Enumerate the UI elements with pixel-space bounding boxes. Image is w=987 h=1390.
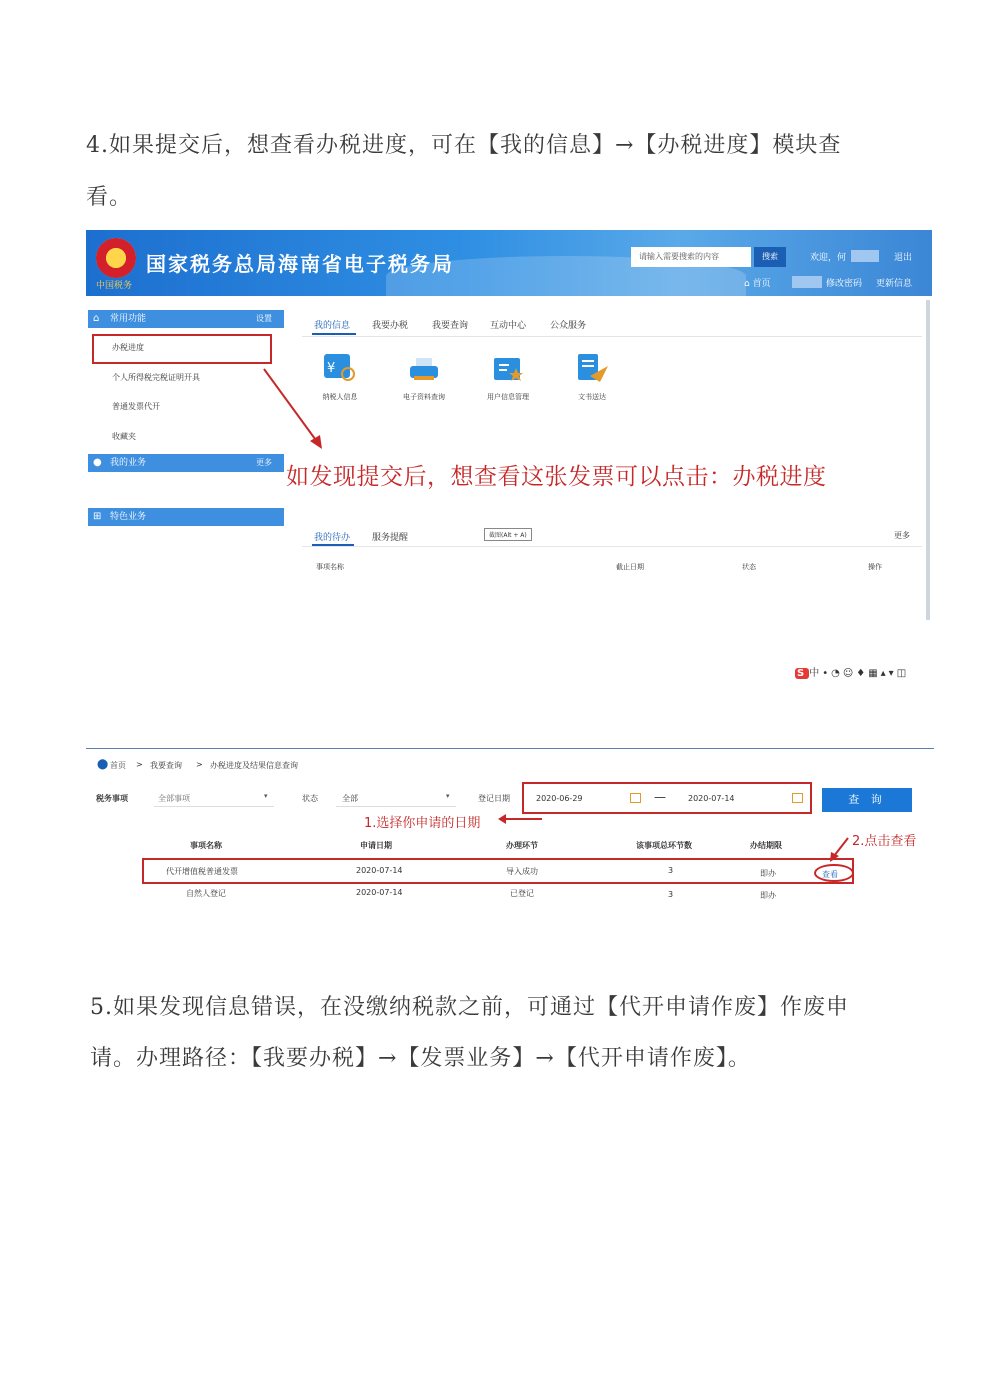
- tile-document-delivery[interactable]: 文书送达: [578, 393, 606, 401]
- row1-name: 代开增值税普通发票: [166, 867, 238, 876]
- note-select-date: 1.选择你申请的日期: [364, 816, 481, 831]
- row1-deadline: 即办: [760, 869, 776, 878]
- paragraph-4-line-2: 看。: [86, 185, 133, 210]
- paragraph-5-line-1: 5.如果发现信息错误，在没缴纳税款之前，可通过【代开申请作废】作废申: [90, 995, 849, 1020]
- update-info-link[interactable]: 更新信息: [876, 279, 913, 289]
- change-password-link[interactable]: 修改密码: [826, 279, 863, 289]
- selected-row-highlight: [142, 858, 854, 884]
- ime-mode[interactable]: 中: [809, 668, 823, 679]
- sidebar-special-business[interactable]: [88, 508, 284, 526]
- sidebar-item-invoice[interactable]: 普通发票代开: [112, 402, 160, 411]
- calendar-icon[interactable]: [792, 793, 803, 803]
- tab-do-tax[interactable]: 我要办税: [372, 321, 409, 331]
- row2-total: 3: [668, 890, 674, 899]
- calendar-icon[interactable]: [630, 793, 641, 803]
- date-from-input[interactable]: 2020-06-29: [536, 794, 583, 803]
- tab-divider: [302, 336, 922, 337]
- redacted-user: [792, 276, 822, 288]
- sidebar-head-label: 特色业务: [110, 512, 147, 522]
- breadcrumb-query[interactable]: 我要查询: [150, 761, 182, 770]
- row1-total: 3: [668, 866, 674, 875]
- paragraph-4-line-1: 4.如果提交后，想查看办税进度，可在【我的信息】→【办税进度】模块查: [86, 133, 842, 158]
- site-banner: [86, 230, 932, 296]
- home-link-label: 首页: [752, 279, 771, 289]
- row2-name: 自然人登记: [186, 889, 226, 898]
- col-item-name: 事项名称: [190, 841, 222, 850]
- sogou-logo-icon: S: [797, 668, 808, 679]
- progress-query-screenshot: [86, 748, 936, 908]
- tile-e-document-query[interactable]: 电子资料查询: [403, 393, 445, 401]
- tab-my-info[interactable]: 我的信息: [314, 321, 351, 331]
- sidebar-item-favorites[interactable]: 收藏夹: [112, 432, 136, 441]
- todo-col-name: 事项名称: [316, 563, 344, 571]
- select-underline: [336, 806, 456, 807]
- location-pin-icon: ⬤: [97, 759, 109, 770]
- sidebar-item-tax-progress[interactable]: 办税进度: [112, 343, 144, 352]
- emblem-caption: 中国税务: [96, 281, 133, 291]
- logout-link[interactable]: 退出: [894, 253, 913, 263]
- taxpayer-info-icon[interactable]: [322, 352, 358, 384]
- todo-divider: [302, 546, 922, 547]
- tab-underline: [312, 333, 356, 335]
- todo-col-deadline: 截止日期: [616, 563, 644, 571]
- sidebar-common-functions[interactable]: [88, 310, 284, 328]
- redacted-name: [851, 250, 879, 262]
- ime-tools-icon[interactable]: •◔☺♦▦▴▾◫: [822, 668, 910, 679]
- col-deadline: 办结期限: [750, 841, 782, 850]
- sidebar-head-label: 常用功能: [110, 314, 147, 324]
- scrollbar[interactable]: [926, 300, 930, 620]
- tab-interaction[interactable]: 互动中心: [490, 321, 527, 331]
- query-button[interactable]: 查 询: [822, 788, 912, 812]
- annotation-text: 如发现提交后，想查看这张发票可以点击：办税进度: [286, 464, 827, 490]
- row1-date: 2020-07-14: [356, 866, 403, 875]
- row1-step: 导入成功: [506, 867, 538, 876]
- row2-deadline: 即办: [760, 891, 776, 900]
- top-border: [86, 748, 934, 749]
- note-click-view: 2.点击查看: [852, 834, 917, 849]
- todo-col-action: 操作: [868, 563, 882, 571]
- svg-text:¥: ¥: [327, 361, 336, 376]
- chevron-down-icon[interactable]: ▾: [446, 792, 450, 800]
- status-select[interactable]: 全部: [342, 794, 358, 803]
- select-underline: [154, 806, 274, 807]
- view-button[interactable]: 查看: [822, 870, 838, 879]
- tax-emblem-icon: [96, 238, 136, 278]
- gear-icon: ●: [93, 457, 102, 468]
- arrow-left-icon: [496, 812, 546, 826]
- tab-public-service[interactable]: 公众服务: [550, 321, 587, 331]
- col-total-steps: 该事项总环节数: [636, 841, 692, 850]
- site-title: 国家税务总局海南省电子税务局: [146, 252, 454, 276]
- date-range-dash: —: [654, 790, 666, 804]
- welcome-text: 欢迎，何: [810, 253, 847, 263]
- tab-query[interactable]: 我要查询: [432, 321, 469, 331]
- todo-col-status: 状态: [742, 563, 756, 571]
- highlight-tax-progress: [92, 334, 272, 364]
- tile-taxpayer-info[interactable]: 纳税人信息: [322, 393, 358, 401]
- todo-more-link[interactable]: 更多: [894, 531, 910, 540]
- tax-item-select[interactable]: 全部事项: [158, 794, 190, 803]
- col-step: 办理环节: [506, 841, 538, 850]
- breadcrumb-current: 办税进度及结果信息查询: [210, 761, 298, 770]
- document-delivery-icon[interactable]: [574, 352, 610, 384]
- paragraph-5-line-2: 请。办理路径：【我要办税】→【发票业务】→【代开申请作废】。: [90, 1046, 751, 1071]
- status-label: 状态: [302, 794, 318, 803]
- user-manage-icon[interactable]: [490, 352, 526, 384]
- date-to-input[interactable]: 2020-07-14: [688, 794, 735, 803]
- home-link[interactable]: [744, 276, 771, 289]
- sidebar-settings-link[interactable]: 设置: [256, 314, 272, 323]
- printer-icon[interactable]: [406, 352, 442, 384]
- tile-user-info[interactable]: 用户信息管理: [487, 393, 529, 401]
- view-button-highlight: [814, 864, 854, 882]
- breadcrumb-home[interactable]: 首页: [110, 761, 126, 770]
- col-apply-date: 申请日期: [360, 841, 392, 850]
- grid-icon: ⊞: [93, 511, 102, 522]
- tab-service-reminder[interactable]: 服务提醒: [372, 533, 409, 543]
- chevron-down-icon[interactable]: ▾: [264, 792, 268, 800]
- sidebar-more-link[interactable]: 更多: [256, 458, 272, 467]
- tax-item-label: 税务事项: [96, 794, 128, 803]
- screenshot-shortcut-tooltip: 截图(Alt + A): [484, 528, 532, 541]
- row2-date: 2020-07-14: [356, 888, 403, 897]
- breadcrumb-sep: >: [136, 760, 143, 769]
- sidebar-my-business[interactable]: [88, 454, 284, 472]
- portal-screenshot: [86, 230, 932, 622]
- tab-my-todo[interactable]: 我的待办: [314, 533, 351, 543]
- home-icon: ⌂: [93, 313, 100, 324]
- home-icon: ⌂: [744, 279, 750, 289]
- sidebar-head-label: 我的业务: [110, 458, 147, 468]
- search-button[interactable]: 搜索: [754, 247, 786, 267]
- ime-toolbar[interactable]: [795, 664, 925, 680]
- breadcrumb-sep: >: [196, 760, 203, 769]
- sidebar-item-tax-certificate[interactable]: 个人所得税完税证明开具: [112, 373, 200, 382]
- date-label: 登记日期: [478, 794, 510, 803]
- search-input[interactable]: 请输入需要搜索的内容: [631, 247, 751, 267]
- row2-step: 已登记: [510, 889, 534, 898]
